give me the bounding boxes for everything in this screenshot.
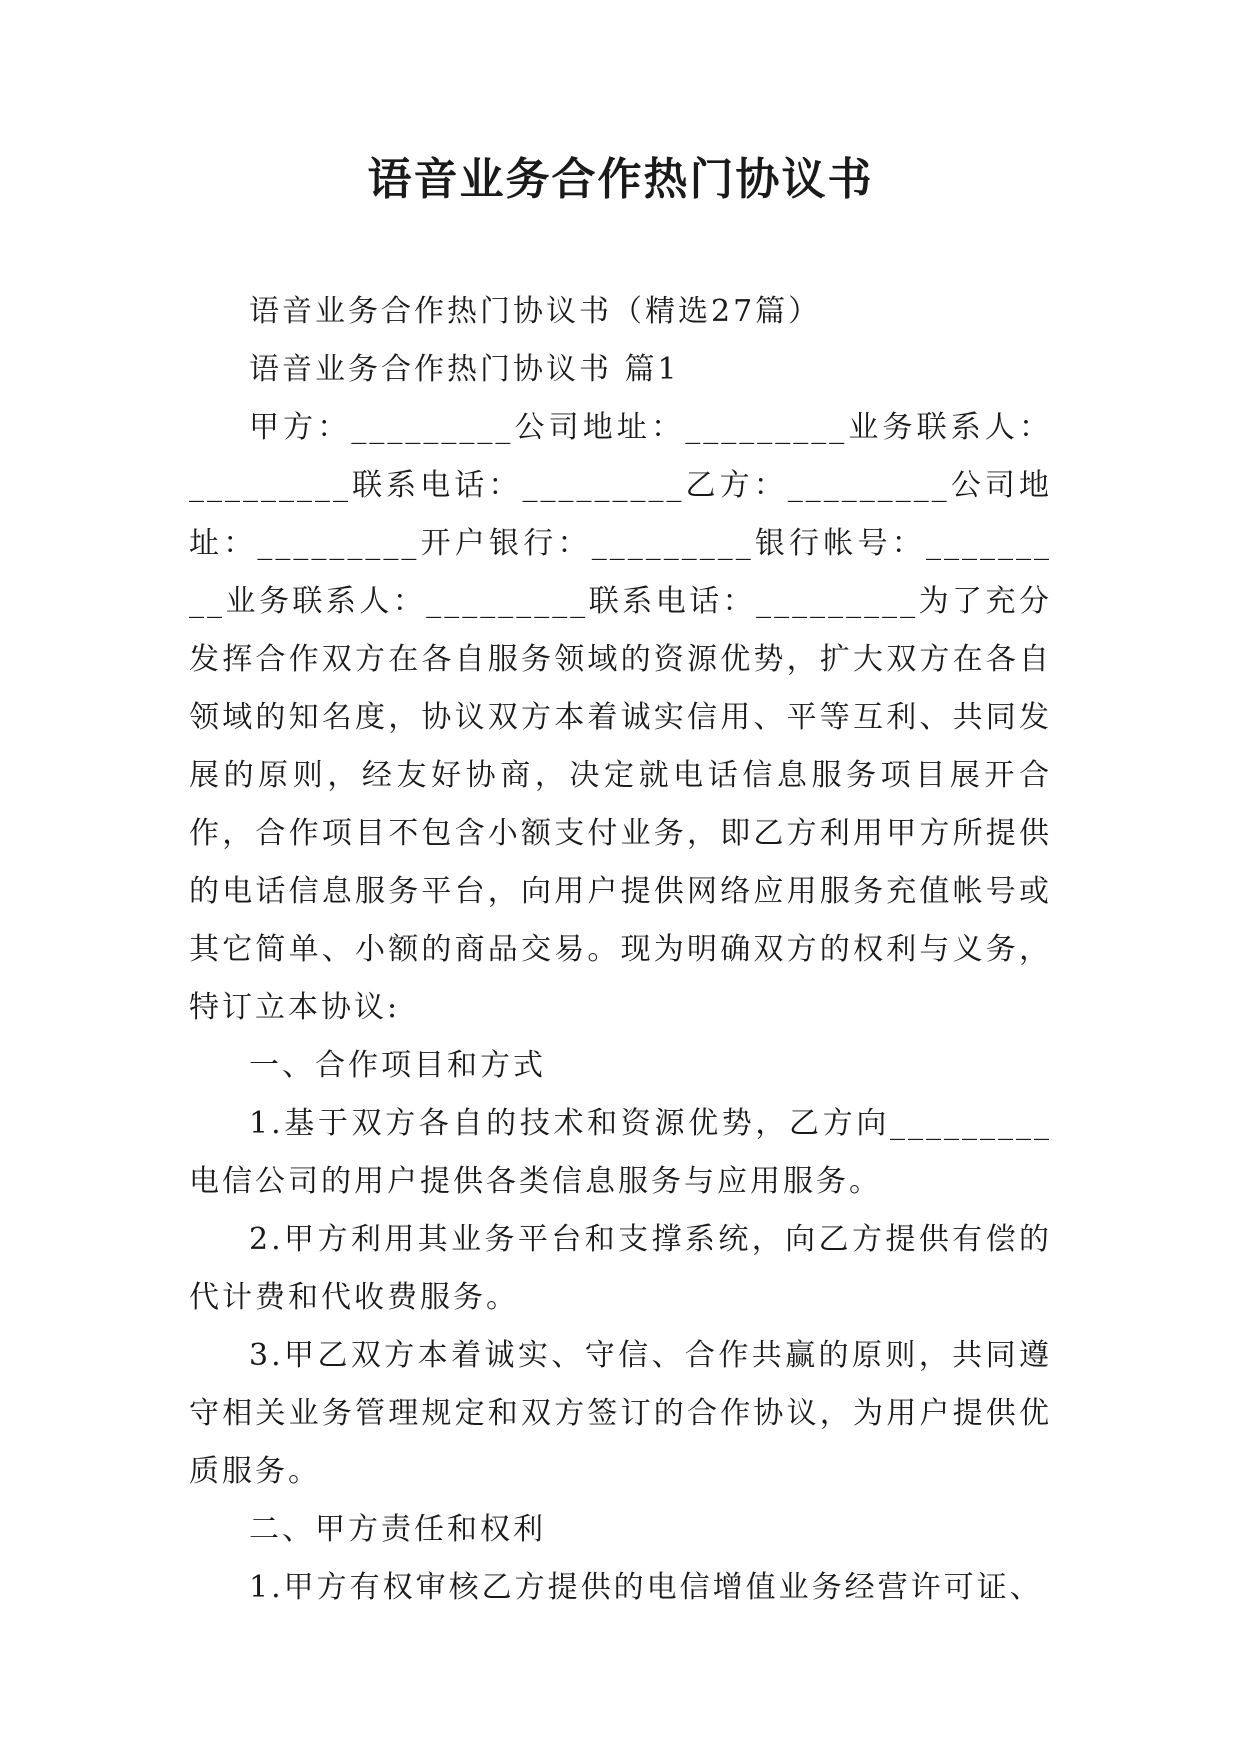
document-title: 语音业务合作热门协议书 <box>367 154 874 205</box>
paragraph-item-1-3: 3.甲乙双方本着诚实、守信、合作共赢的原则，共同遵守相关业务管理规定和双方签订的合作协议，为用户提供优质服务。 <box>189 1338 1052 1489</box>
paragraph-parties: 甲方：_________公司地址：_________业务联系人：_________联系电话：_________乙方：_________公司地址：_________开户银行：_________银行帐号：_________业务联系人：_________联系电话：_________为了充分发挥合作双方在各自服务领域的资源优势，扩大双方在各自领域的知名度，协议双方本着诚实信用、平等互利、共同发展的原则，经友好协商，决定就电话信息服务项目展开合作，合作项目不包含小额支付业务，即乙方利用甲方所提供的电话信息服务平台，向用户提供网络应用服务充值帐号或其它简单、小额的商品交易。现为明确双方的权利与义务，特订立本协议: <box>189 410 1052 1025</box>
paragraph-item-2-1: 1.甲方有权审核乙方提供的电信增值业务经营许可证、 <box>249 1570 1043 1605</box>
paragraph-heading-1: 一、合作项目和方式 <box>249 1048 546 1083</box>
paragraph-item-1-2: 2.甲方利用其业务平台和支撑系统，向乙方提供有偿的代计费和代收费服务。 <box>189 1222 1052 1315</box>
paragraph-item-1-1: 1.基于双方各自的技术和资源优势，乙方向_________电信公司的用户提供各类信息服务与应用服务。 <box>189 1106 1052 1199</box>
paragraph-section-heading: 语音业务合作热门协议书 篇1 <box>249 352 680 387</box>
paragraph-heading-2: 二、甲方责任和权利 <box>249 1512 546 1547</box>
document-body <box>189 283 1052 1617</box>
paragraph-subtitle: 语音业务合作热门协议书（精选27篇） <box>249 294 822 329</box>
